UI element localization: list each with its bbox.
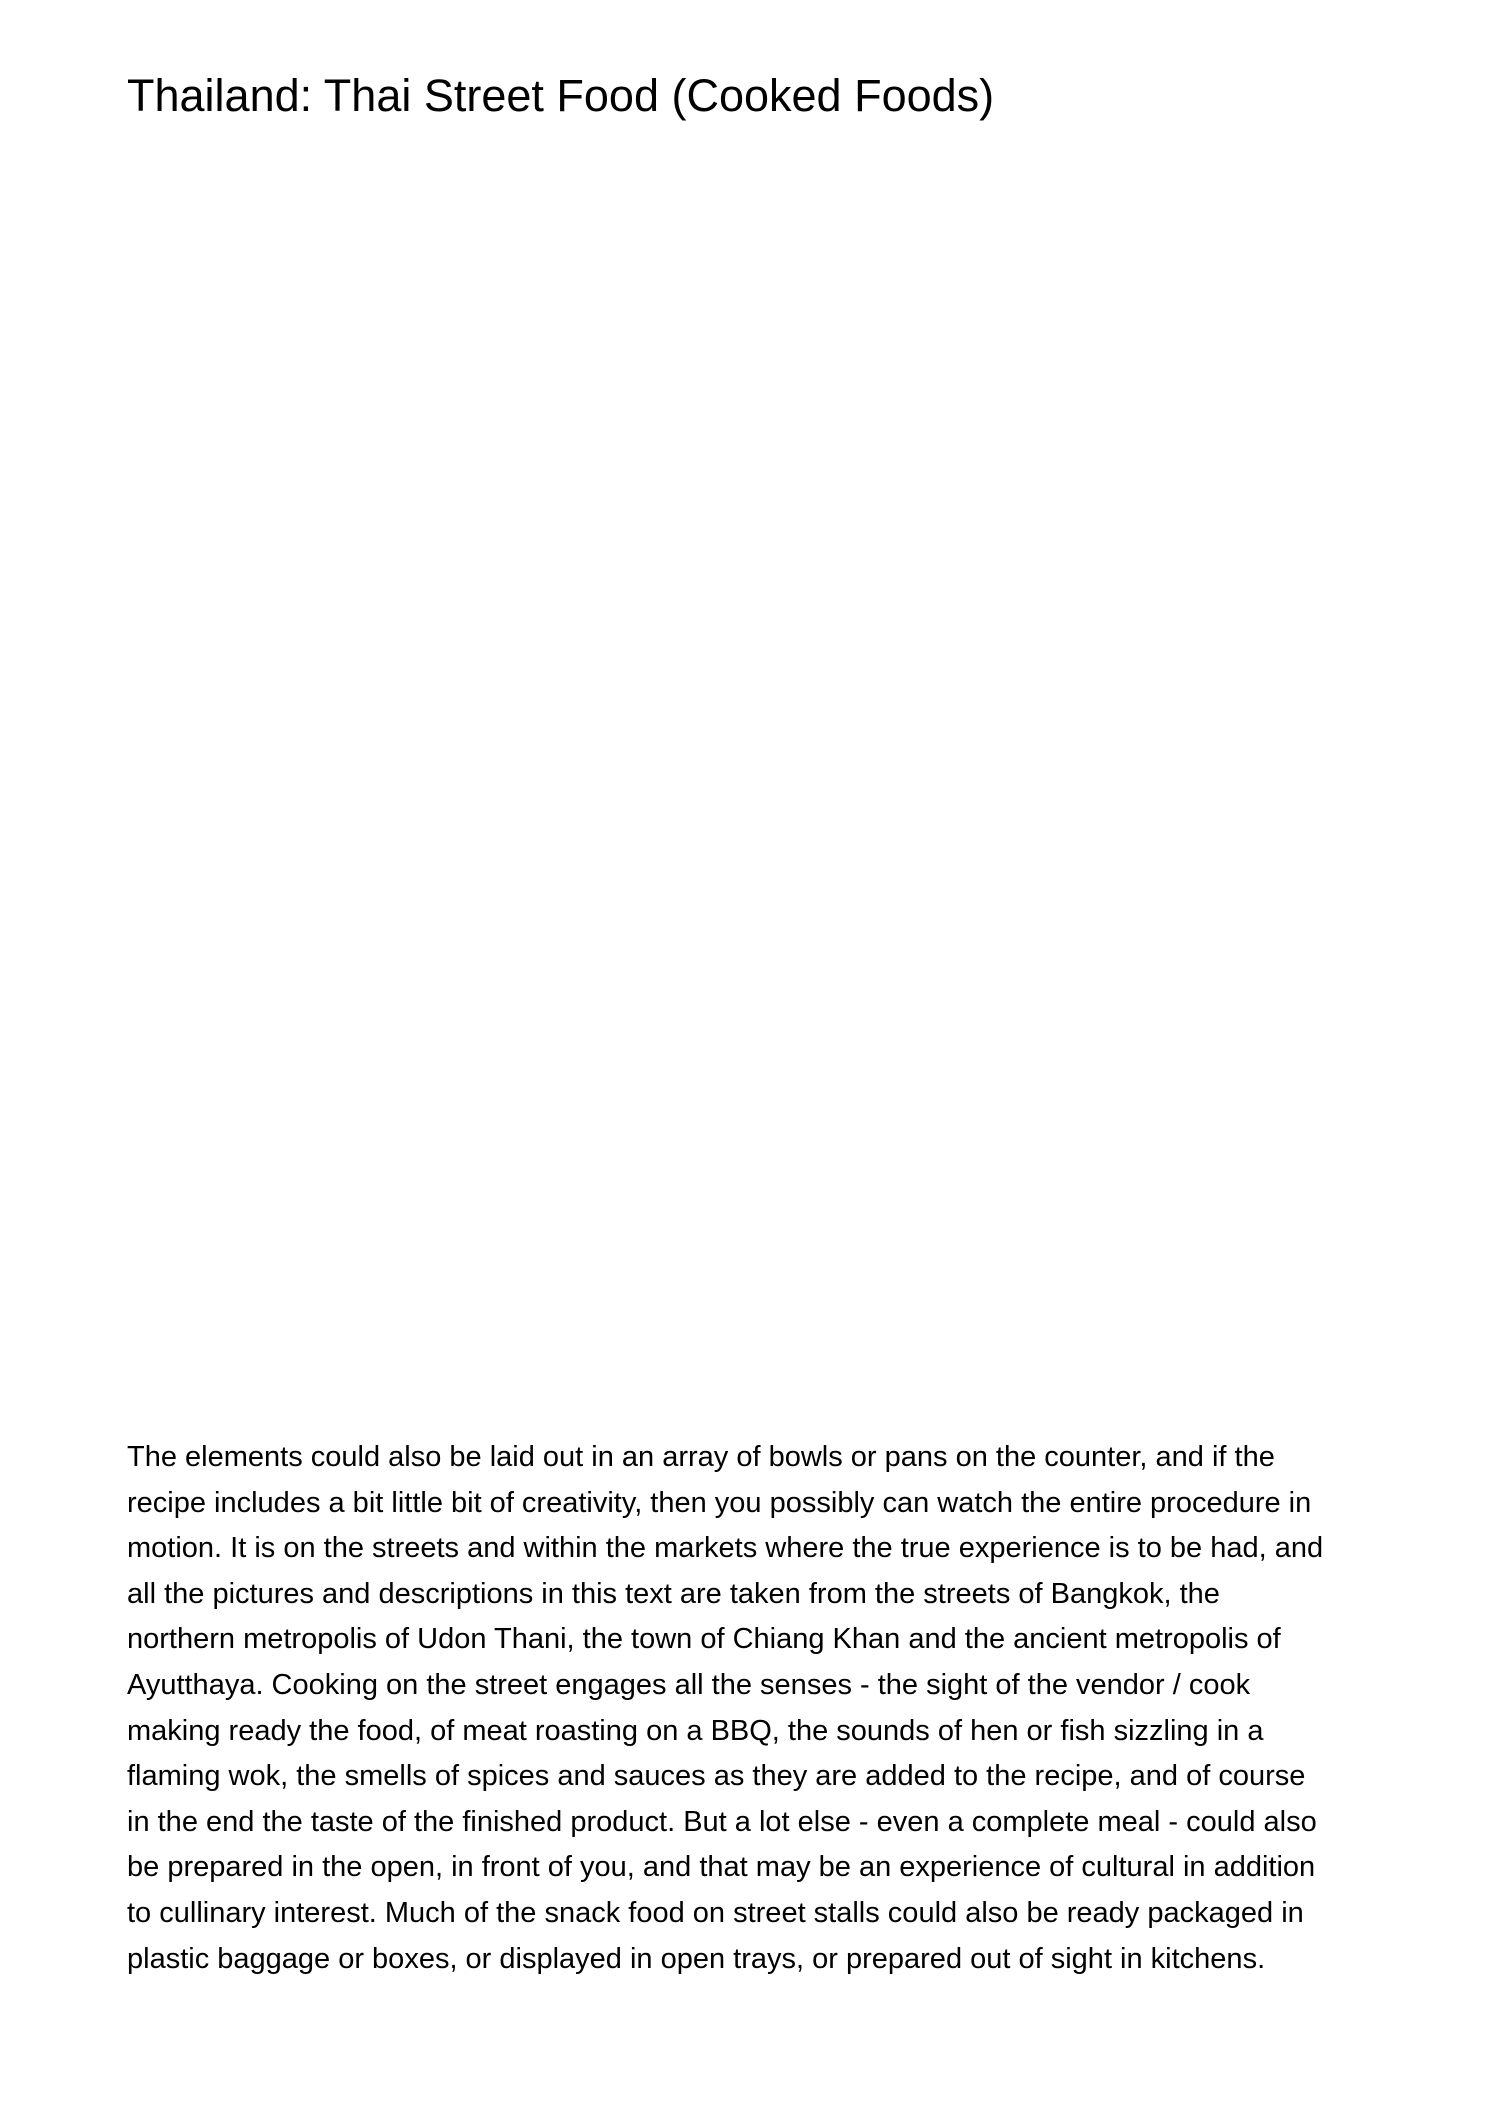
paragraph-line: flaming wok, the smells of spices and sauces as they are added to the recipe, and of course [127, 1760, 1306, 1793]
paragraph-line: northern metropolis of Udon Thani, the town of Chiang Khan and the ancient metropolis of [127, 1623, 1281, 1656]
page-title: Thailand: Thai Street Food (Cooked Foods) [127, 70, 995, 121]
paragraph-line: The elements could also be laid out in an array of bowls or pans on the counter, and if the [127, 1441, 1275, 1473]
paragraph-line: plastic baggage or boxes, or displayed in open trays, or prepared out of sight in kitchens. [127, 1942, 1266, 1975]
body-paragraph [127, 1435, 1427, 1982]
paragraph-line: in the end the taste of the finished product. But a lot else - even a complete meal - could also [127, 1805, 1317, 1838]
paragraph-line: to cullinary interest. Much of the snack food on street stalls could also be ready packaged in [127, 1896, 1304, 1929]
paragraph-line: Ayutthaya. Cooking on the street engages all the senses - the sight of the vendor / cook [127, 1668, 1251, 1701]
paragraph-line: making ready the food, of meat roasting on a BBQ, the sounds of hen or fish sizzling in a [127, 1714, 1264, 1747]
paragraph-line: motion. It is on the streets and within the markets where the true experience is to be had, and [127, 1532, 1324, 1565]
paragraph-line: all the pictures and descriptions in this text are taken from the streets of Bangkok, the [127, 1577, 1220, 1610]
paragraph-line: recipe includes a bit little bit of creativity, then you possibly can watch the entire procedure in [127, 1486, 1312, 1519]
paragraph-line: be prepared in the open, in front of you, and that may be an experience of cultural in addition [127, 1851, 1316, 1884]
